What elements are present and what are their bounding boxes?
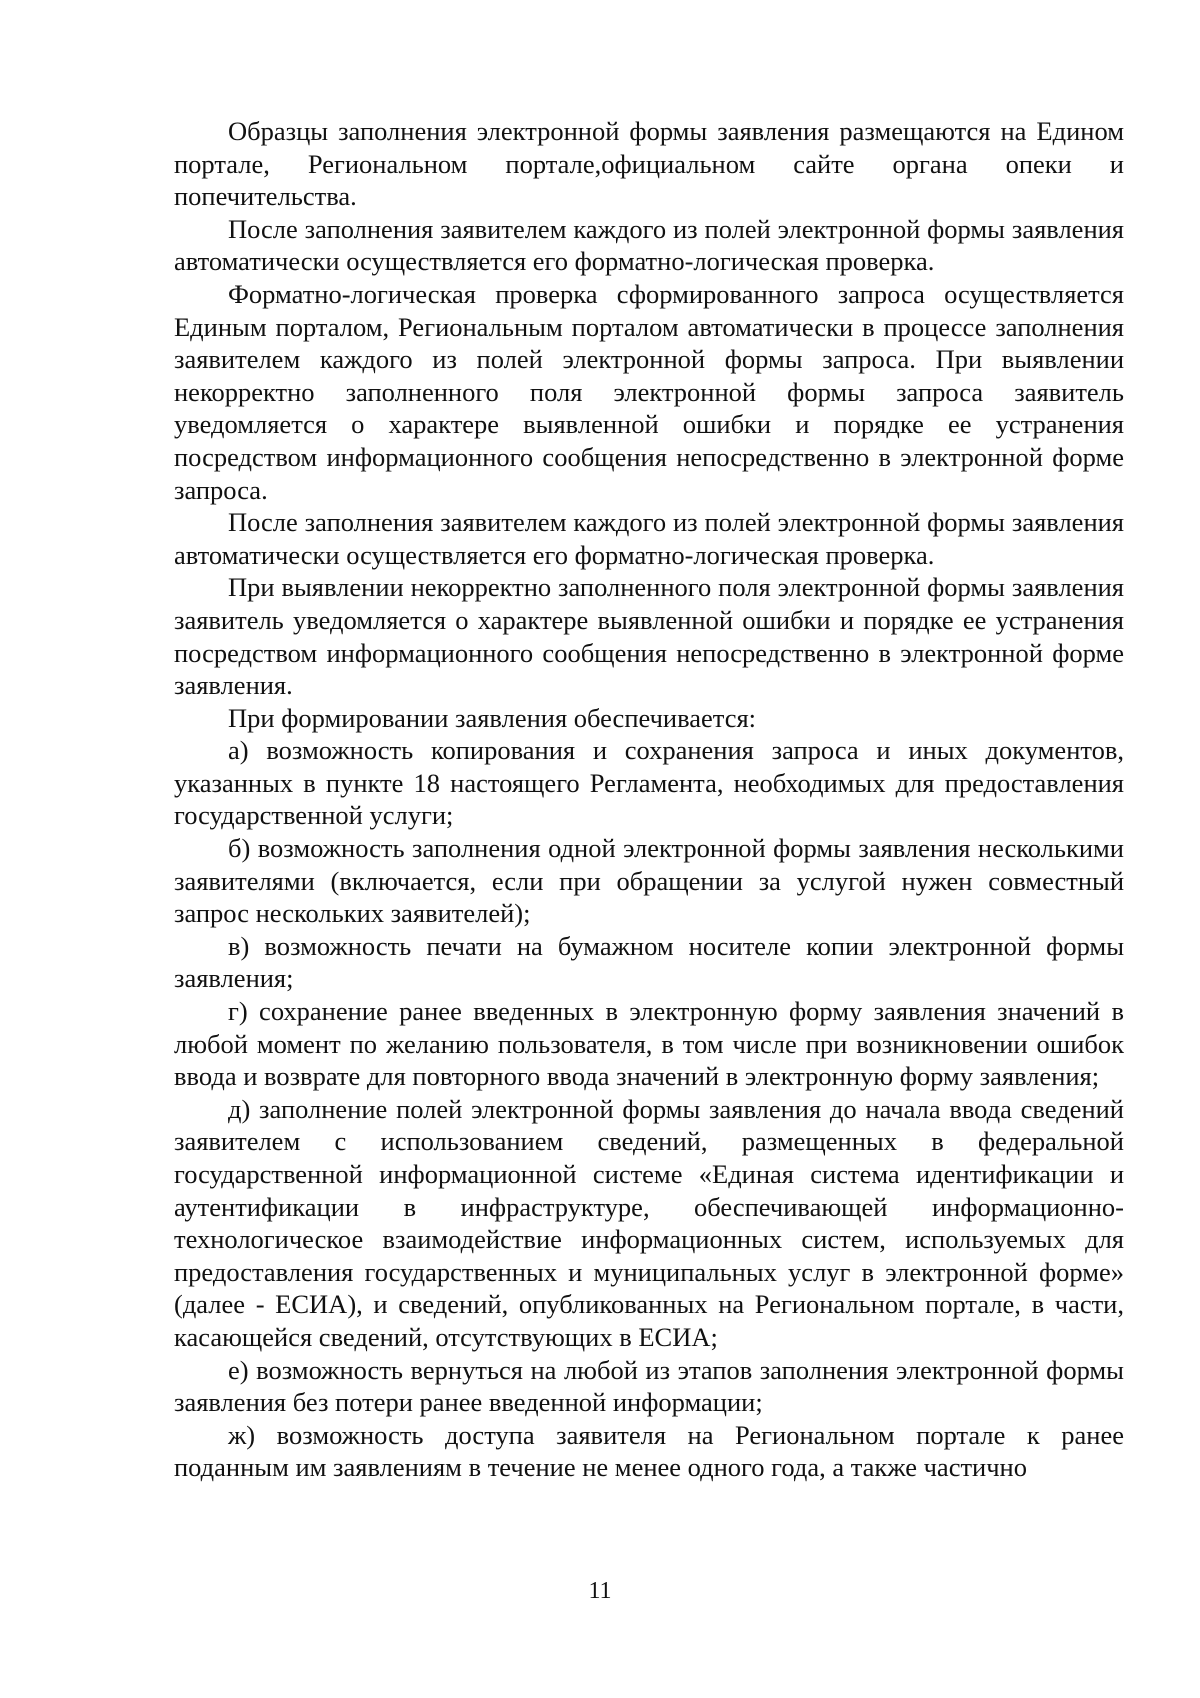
document-body: [174, 115, 1124, 1484]
list-item-d: д) заполнение полей электронной формы заявления до начала ввода сведений заявителем с использованием сведений, размещенных в федеральной государственной информационной системе «Единая система идентификации и аутентификации в инфраструктуре, обеспечивающей информационно-технологическое взаимодействие информационных систем, используемых для предоставления государственных и муниципальных услуг в электронной форме» (далее - ЕСИА), и сведений, опубликованных на Региональном портале, в части, касающейся сведений, отсутствующих в ЕСИА;: [174, 1093, 1124, 1352]
list-item-e: е) возможность вернуться на любой из этапов заполнения электронной формы заявления без потери ранее введенной информации;: [174, 1354, 1124, 1418]
paragraph: Форматно-логическая проверка сформированного запроса осуществляется Единым порталом, Региональным порталом автоматически в процессе заполнения заявителем каждого из полей электронной формы запроса. При выявлении некорректно заполненного поля электронной формы запроса заявитель уведомляется о характере выявленной ошибки и порядке ее устранения посредством информационного сообщения непосредственно в электронной форме запроса.: [174, 278, 1124, 505]
list-item-a: а) возможность копирования и сохранения запроса и иных документов, указанных в пункте 18 настоящего Регламента, необходимых для предоставления государственной услуги;: [174, 735, 1124, 831]
list-item-v: в) возможность печати на бумажном носителе копии электронной формы заявления;: [174, 930, 1124, 994]
page-number: 11: [588, 1578, 612, 1604]
paragraph: После заполнения заявителем каждого из полей электронной формы заявления автоматически осуществляется его форматно-логическая проверка.: [174, 213, 1124, 277]
list-item-b: б) возможность заполнения одной электронной формы заявления несколькими заявителями (включается, если при обращении за услугой нужен совместный запрос нескольких заявителей);: [174, 833, 1124, 929]
paragraph: При формировании заявления обеспечивается:: [228, 702, 757, 733]
list-item-zh: ж) возможность доступа заявителя на Региональном портале к ранее поданным им заявлениям в течение не менее одного года, а также частично: [174, 1419, 1124, 1483]
paragraph: При выявлении некорректно заполненного поля электронной формы заявления заявитель уведомляется о характере выявленной ошибки и порядке ее устранения посредством информационного сообщения непосредственно в электронной форме заявления.: [174, 572, 1124, 701]
paragraph: Образцы заполнения электронной формы заявления размещаются на Едином портале, Региональном портале,официальном сайте органа опеки и попечительства.: [174, 116, 1124, 212]
list-item-g: г) сохранение ранее введенных в электронную форму заявления значений в любой момент по желанию пользователя, в том числе при возникновении ошибок ввода и возврате для повторного ввода значений в электронную форму заявления;: [174, 996, 1124, 1092]
paragraph: После заполнения заявителем каждого из полей электронной формы заявления автоматически осуществляется его форматно-логическая проверка.: [174, 507, 1124, 570]
